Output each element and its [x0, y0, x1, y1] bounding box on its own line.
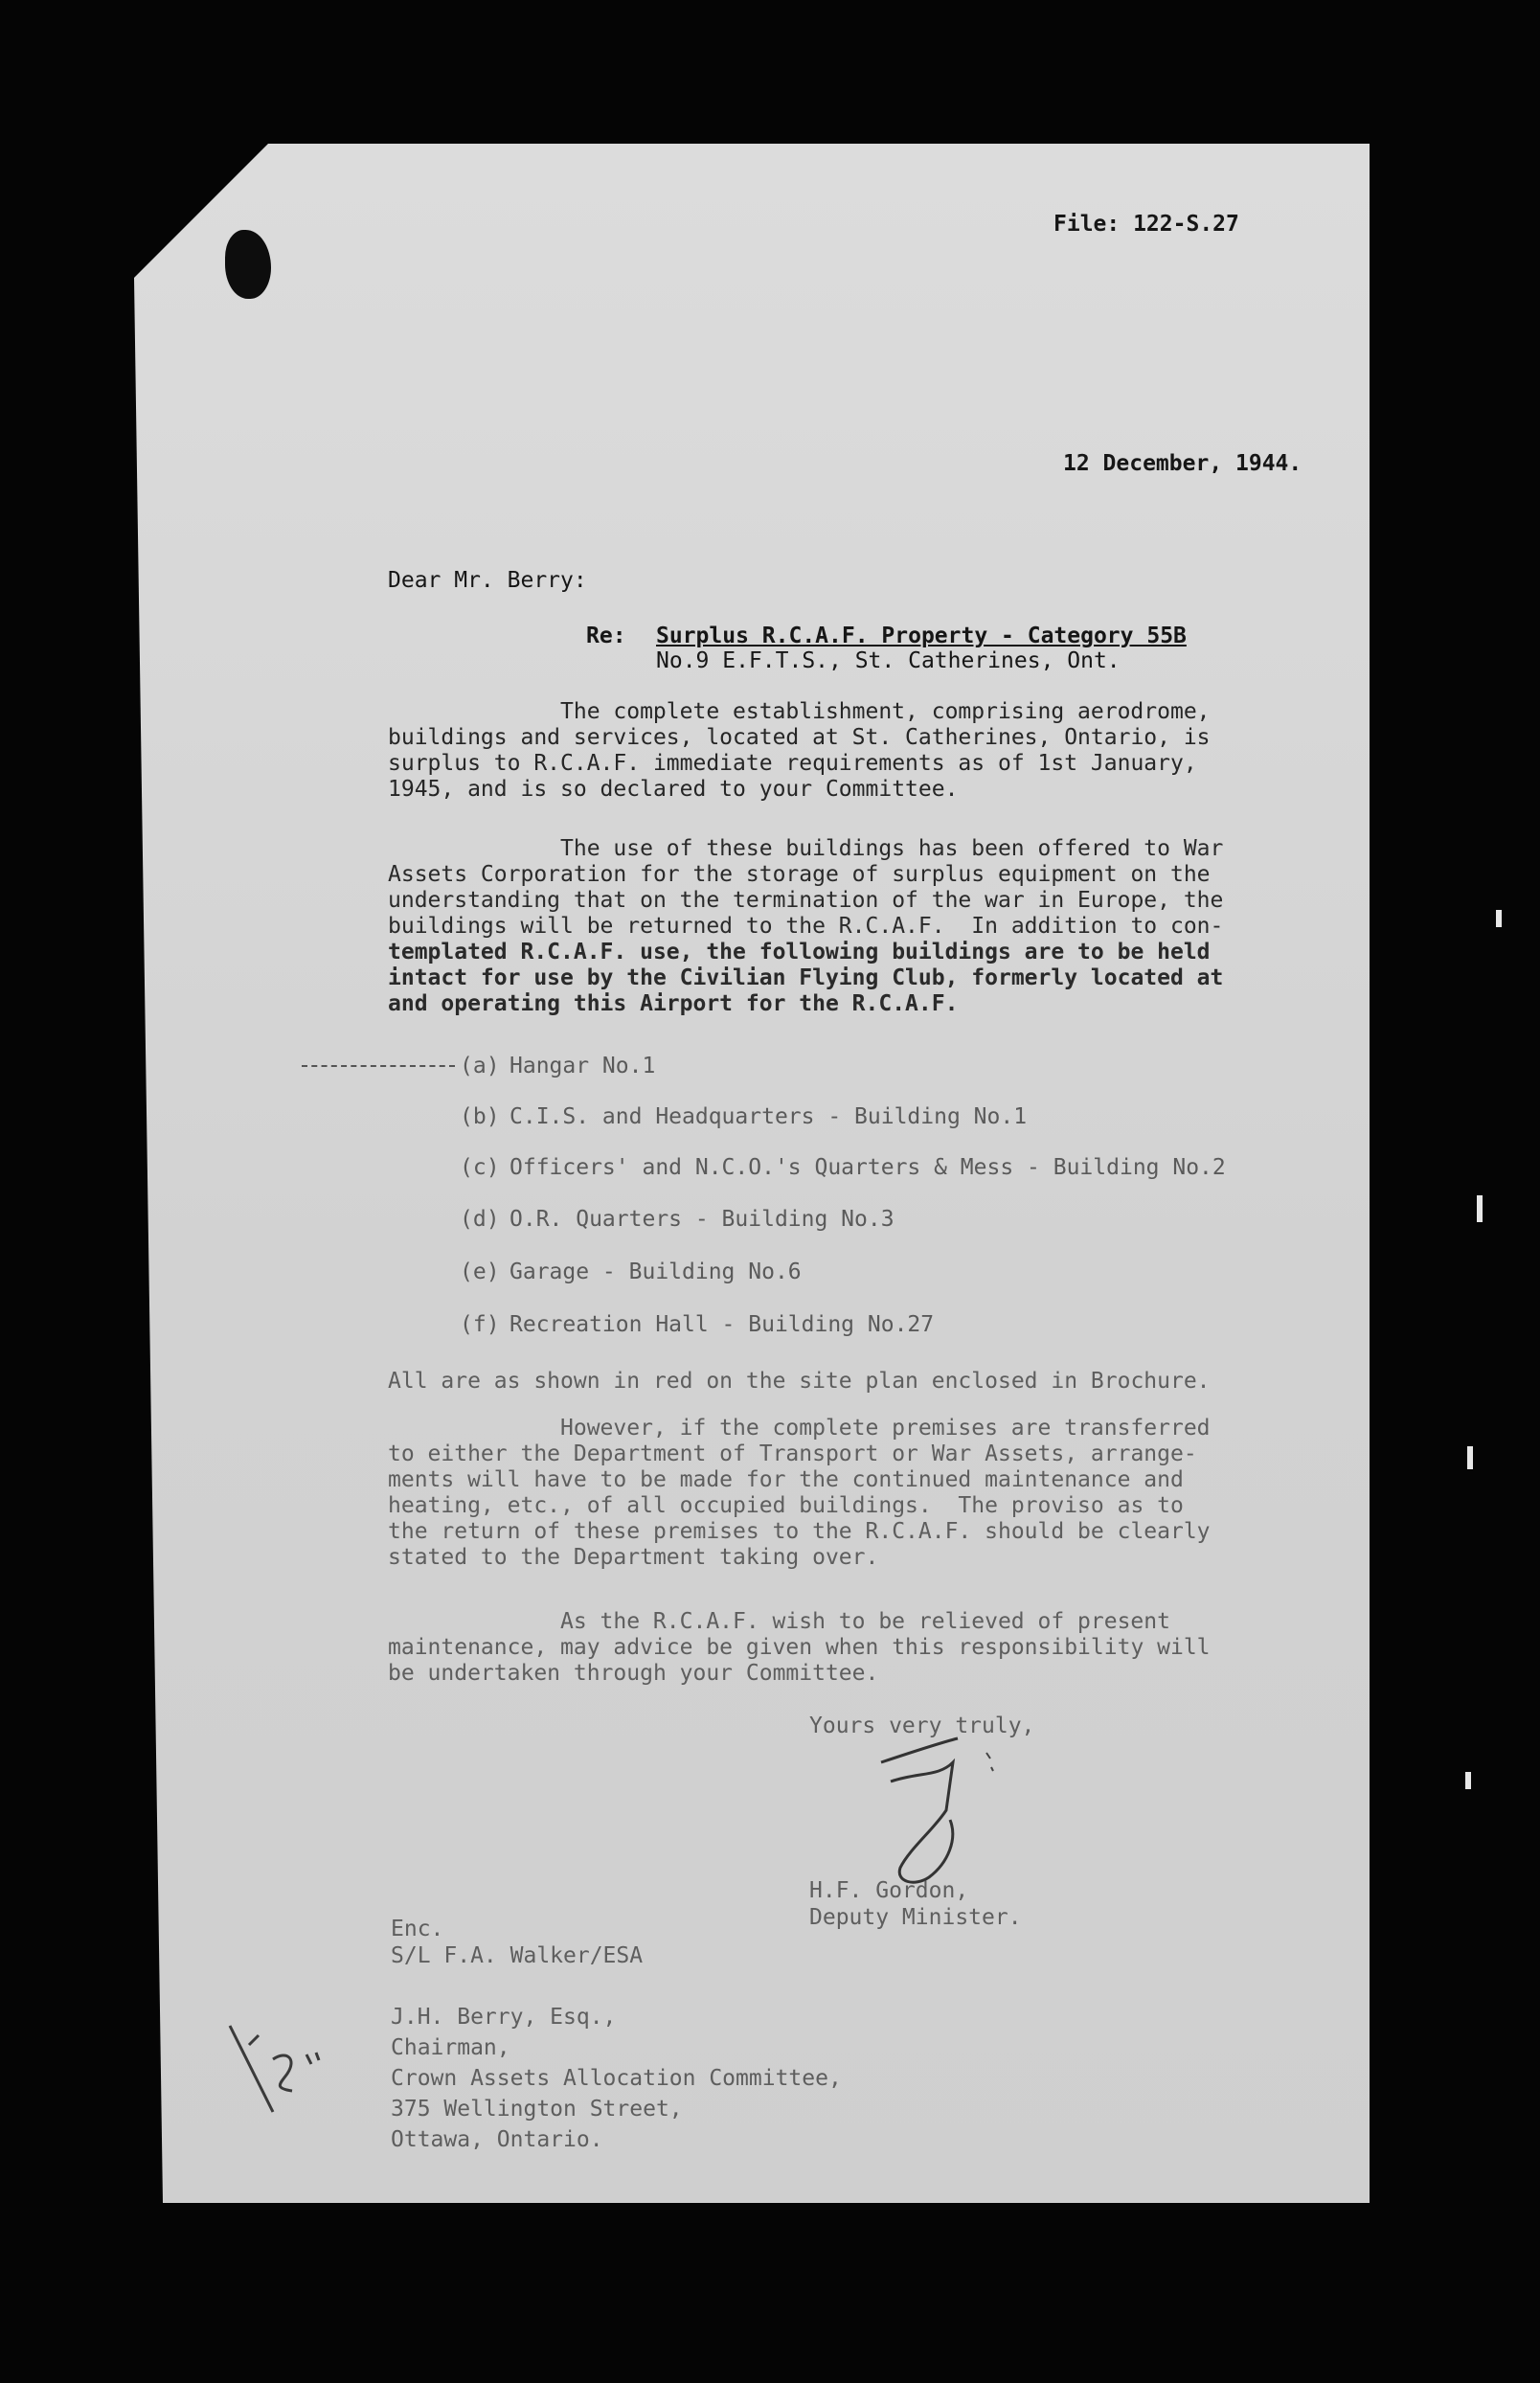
para1-line: The complete establishment, comprising aerodrome, [560, 699, 1211, 724]
para4-line: ments will have to be made for the continued maintenance and [388, 1467, 1184, 1492]
enclosure-note: Enc. [391, 1917, 444, 1941]
para1-line: 1945, and is so declared to your Committee. [388, 777, 959, 802]
edge-mark [1496, 910, 1502, 927]
building-list-item [460, 1104, 1027, 1129]
para2-line: Assets Corporation for the storage of surplus equipment on the [388, 862, 1211, 887]
building-list-item [460, 1155, 1226, 1180]
para4-line: to either the Department of Transport or War Assets, arrange- [388, 1441, 1197, 1466]
para1-line: buildings and services, located at St. Catherines, Ontario, is [388, 725, 1211, 750]
item-label: (e) [460, 1260, 500, 1284]
addressee-block [391, 2002, 842, 2155]
edge-mark [1465, 1772, 1471, 1789]
building-list-item [460, 1312, 934, 1337]
para2-line: and operating this Airport for the R.C.A.F. [388, 991, 959, 1016]
building-list-item [460, 1207, 895, 1232]
para2-line: buildings will be returned to the R.C.A.F. In addition to con- [388, 914, 1224, 939]
item-text: Hangar No.1 [510, 1054, 656, 1078]
para4-line: stated to the Department taking over. [388, 1545, 879, 1570]
handwritten-mark [215, 2007, 340, 2131]
paragraph-3: All are as shown in red on the site plan enclosed in Brochure. [388, 1369, 1211, 1394]
para2-line: The use of these buildings has been offered to War [560, 836, 1224, 861]
address-line: Crown Assets Allocation Committee, [391, 2066, 842, 2091]
edge-mark [1467, 1446, 1473, 1469]
paragraph-4 [388, 1416, 1211, 1571]
margin-dash [302, 1065, 455, 1067]
paragraph-5 [388, 1609, 1211, 1687]
address-line: Chairman, [391, 2035, 510, 2060]
re-subject-line1: Surplus R.C.A.F. Property - Category 55B [656, 624, 1187, 648]
file-reference: File: 122-S.27 [1053, 212, 1239, 237]
para2-line: understanding that on the termination of the war in Europe, the [388, 888, 1224, 913]
letter-date: 12 December, 1944. [1063, 451, 1302, 476]
item-label: (d) [460, 1207, 500, 1232]
item-text: O.R. Quarters - Building No.3 [510, 1207, 895, 1232]
item-text: C.I.S. and Headquarters - Building No.1 [510, 1104, 1028, 1129]
item-label: (b) [460, 1104, 500, 1129]
signature [843, 1724, 1034, 1896]
item-label: (c) [460, 1155, 500, 1180]
edge-mark [1477, 1195, 1483, 1222]
item-text: Recreation Hall - Building No.27 [510, 1312, 935, 1337]
address-line: J.H. Berry, Esq., [391, 2005, 617, 2030]
item-text: Officers' and N.C.O.'s Quarters & Mess - Building No.2 [510, 1155, 1226, 1180]
para1-line: surplus to R.C.A.F. immediate requirements as of 1st January, [388, 751, 1197, 776]
re-subject-line2: No.9 E.F.T.S., St. Catherines, Ont. [656, 648, 1121, 673]
salutation: Dear Mr. Berry: [388, 568, 587, 593]
building-list-item [460, 1260, 802, 1284]
para5-line: be undertaken through your Committee. [388, 1661, 879, 1686]
para5-line: As the R.C.A.F. wish to be relieved of present [560, 1609, 1170, 1634]
building-list-item [460, 1054, 655, 1078]
paragraph-2 [388, 836, 1223, 1017]
closing: Yours very truly, [809, 1713, 1035, 1738]
signatory-name: H.F. Gordon, [809, 1878, 969, 1903]
para4-line: the return of these premises to the R.C.A.F. should be clearly [388, 1519, 1211, 1544]
para2-line: intact for use by the Civilian Flying Club, formerly located at [388, 965, 1224, 990]
reference-initials: S/L F.A. Walker/ESA [391, 1943, 644, 1968]
para2-line: templated R.C.A.F. use, the following buildings are to be held [388, 940, 1211, 965]
address-line: Ottawa, Ontario. [391, 2127, 603, 2152]
address-line: 375 Wellington Street, [391, 2097, 683, 2122]
para4-line: heating, etc., of all occupied buildings. The proviso as to [388, 1493, 1184, 1518]
paragraph-1 [388, 699, 1211, 803]
item-label: (f) [460, 1312, 500, 1337]
para5-line: maintenance, may advice be given when this responsibility will [388, 1635, 1211, 1660]
item-text: Garage - Building No.6 [510, 1260, 802, 1284]
re-label: Re: [586, 624, 626, 648]
signatory-title: Deputy Minister. [809, 1905, 1022, 1930]
item-label: (a) [460, 1054, 500, 1078]
para4-line: However, if the complete premises are transferred [560, 1416, 1211, 1441]
